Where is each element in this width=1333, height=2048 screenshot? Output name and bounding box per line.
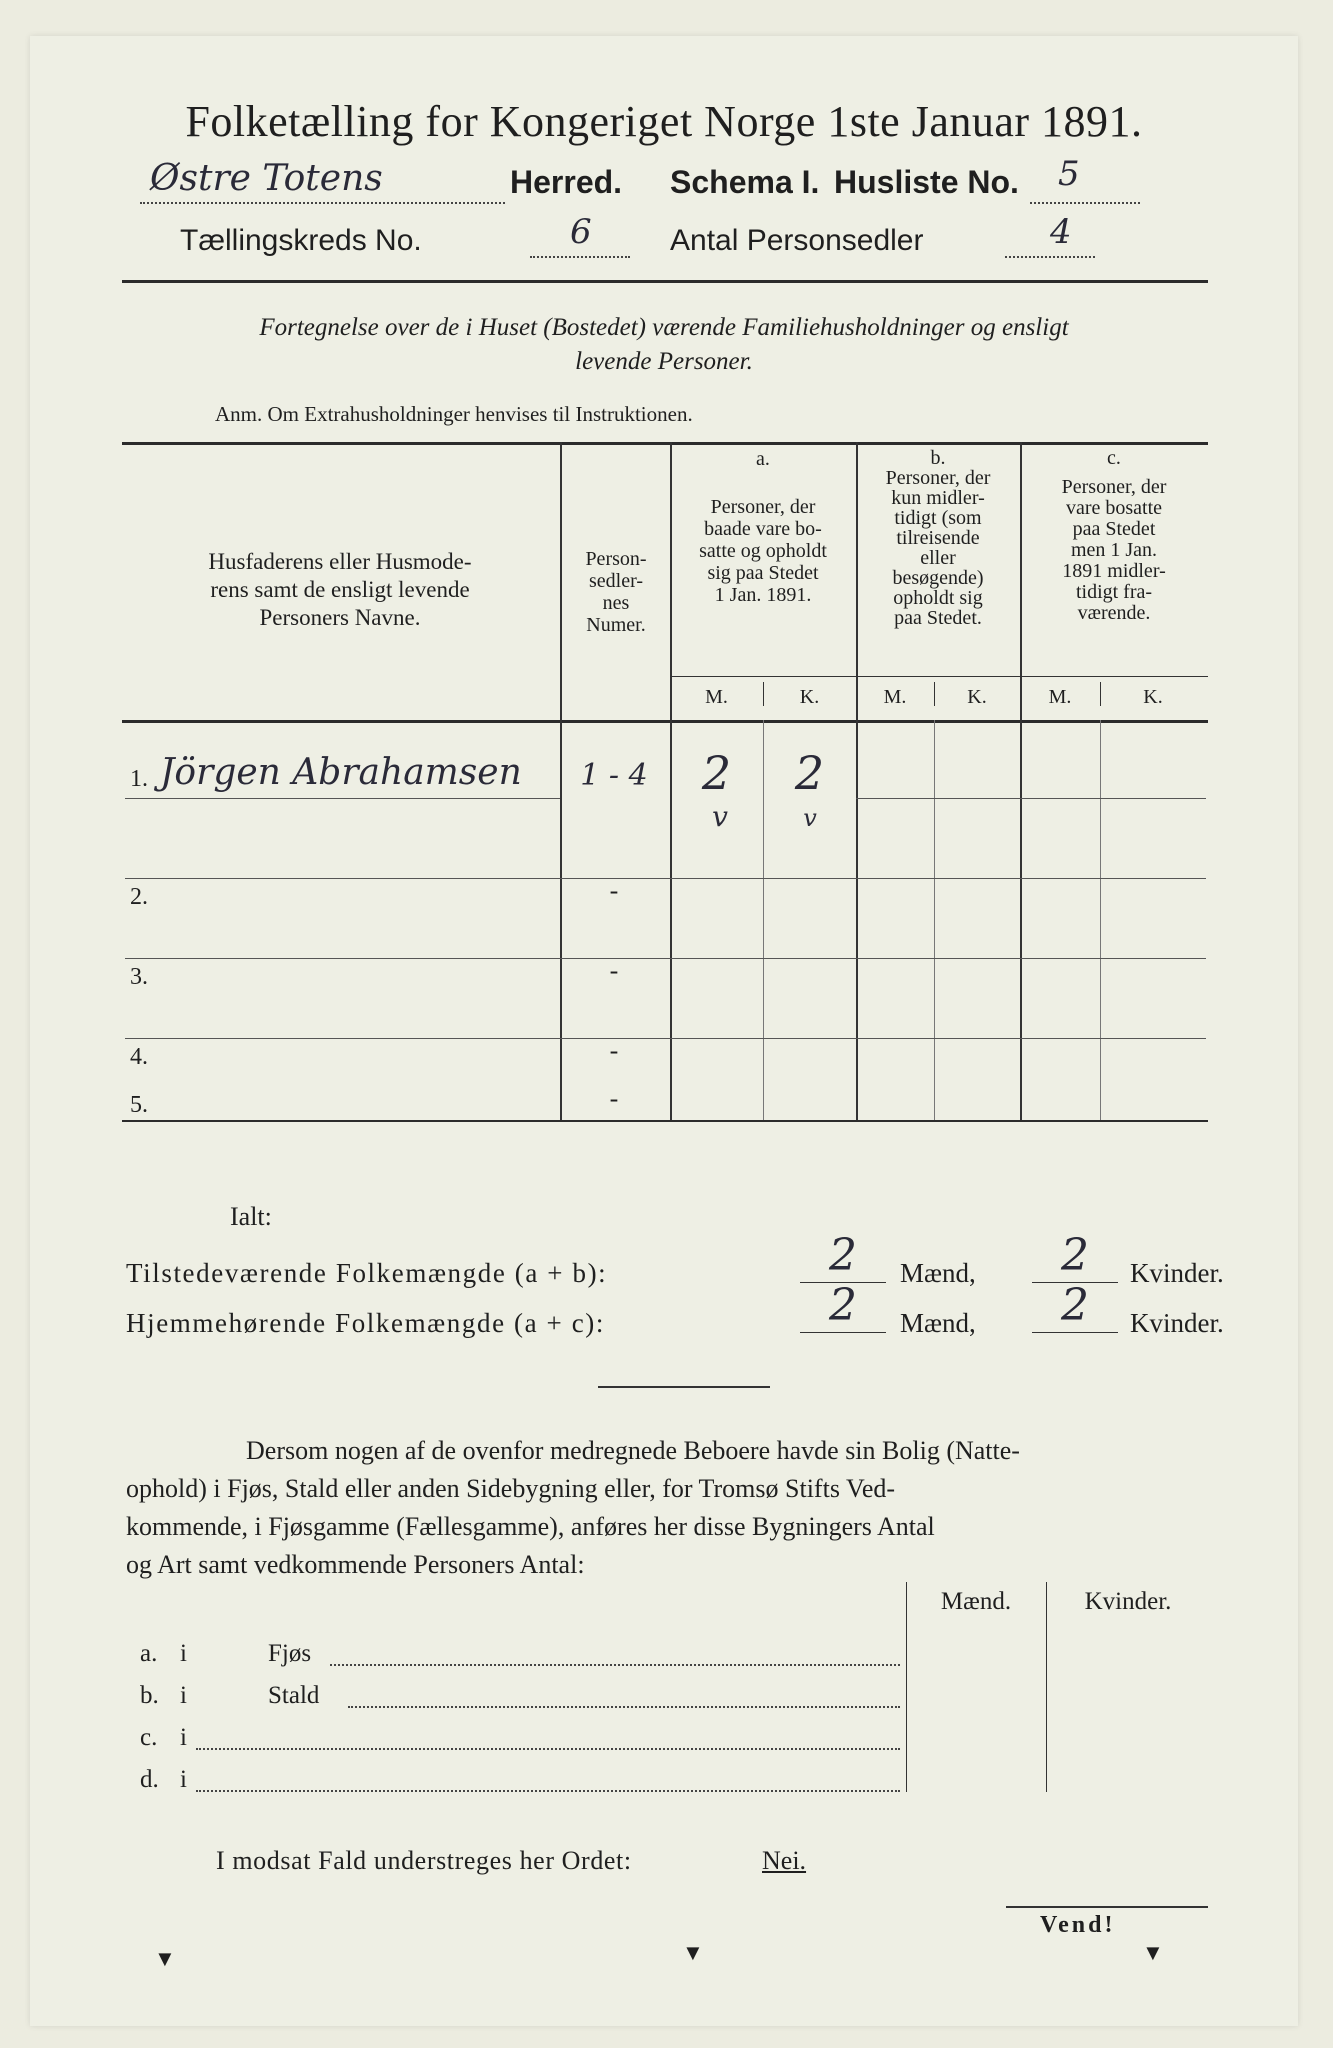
personsedler-label: Antal Personsedler bbox=[670, 224, 924, 257]
row-1-a-m: 2 bbox=[701, 746, 732, 800]
outbuilding-a-prep: i bbox=[180, 1640, 187, 1667]
row-1-check-m: v bbox=[712, 800, 728, 833]
outbuilding-d-letter: d. bbox=[140, 1766, 159, 1793]
tilstede-label: Tilstedeværende Folkemængde (a + b): bbox=[126, 1258, 608, 1288]
col-header-name: Husfaderens eller Husmode- rens samt de ensligt levende Personers Navne. bbox=[208, 549, 472, 630]
kreds-value: 6 bbox=[570, 212, 592, 252]
hjemme-maend-value: 2 bbox=[829, 1280, 857, 1331]
printer-mark-icon: ▼ bbox=[1142, 1940, 1164, 1965]
row-5-number: 5. bbox=[130, 1092, 148, 1118]
hjemme-label: Hjemmehørende Folkemængde (a + c): bbox=[126, 1308, 606, 1338]
col-header-numer: Person- sedler- nes Numer. bbox=[585, 548, 647, 636]
outbuildings-col-kvinder: Kvinder. bbox=[1084, 1588, 1172, 1615]
intro-line-1: Fortegnelse over de i Huset (Bostedet) værende Familiehusholdninger og ensligt bbox=[259, 314, 1069, 341]
ialt-label: Ialt: bbox=[230, 1202, 272, 1231]
census-form-sheet bbox=[30, 36, 1298, 2026]
outbuilding-a-label: Fjøs bbox=[268, 1640, 312, 1667]
sub-header-c-m: M. bbox=[1048, 686, 1072, 708]
tilstede-kvinder-label: Kvinder. bbox=[1130, 1258, 1224, 1288]
printer-mark-icon: ▼ bbox=[682, 1940, 704, 1965]
intro-line-2: levende Personer. bbox=[575, 348, 753, 375]
row-1-number: 1. bbox=[130, 766, 148, 792]
outbuilding-d-prep: i bbox=[180, 1766, 187, 1793]
outbuilding-b-letter: b. bbox=[140, 1682, 159, 1709]
printer-mark-icon: ▼ bbox=[154, 1946, 176, 1971]
sub-header-a-m: M. bbox=[705, 686, 728, 708]
row-3-numer: - bbox=[609, 956, 619, 985]
husliste-label: Husliste No. bbox=[834, 164, 1019, 200]
hjemme-maend-label: Mænd, bbox=[900, 1308, 976, 1338]
row-1-check-k: v bbox=[803, 804, 817, 832]
row-5-numer: - bbox=[609, 1084, 619, 1113]
col-header-b: b. Personer, der kun midler- tidigt (som tilreisende eller besøgende) opholdt sig paa Stedet. bbox=[885, 447, 991, 629]
row-4-numer: - bbox=[609, 1036, 619, 1065]
outbuilding-b-prep: i bbox=[180, 1682, 187, 1709]
herred-value: Østre Totens bbox=[150, 158, 383, 199]
outbuildings-paragraph: Dersom nogen af de ovenfor medregnede Beboere havde sin Bolig (Natte- ophold) i Fjøs, Stald eller anden Sidebygning eller, for Tromsø Stifts Ved- kommende, i Fjøsgamme (Fællesgamme), anføres her disse Bygningers Antal og Art samt vedkommende Personers Antal: bbox=[126, 1436, 1020, 1579]
sub-header-b-m: M. bbox=[883, 686, 907, 708]
row-1-numer: 1 - 4 bbox=[580, 758, 648, 793]
sub-header-c-k: K. bbox=[1143, 686, 1163, 708]
footer-nei-word: Nei. bbox=[762, 1846, 807, 1875]
form-title: Folketælling for Kongeriget Norge 1ste Januar 1891. bbox=[185, 97, 1143, 146]
outbuilding-b-label: Stald bbox=[268, 1682, 320, 1709]
hjemme-kvinder-value: 2 bbox=[1061, 1280, 1089, 1331]
tilstede-kvinder-value: 2 bbox=[1061, 1230, 1089, 1281]
outbuilding-c-letter: c. bbox=[140, 1724, 158, 1751]
tilstede-maend-value: 2 bbox=[829, 1230, 857, 1281]
sub-header-a-k: K. bbox=[799, 686, 820, 708]
row-3-number: 3. bbox=[130, 964, 148, 990]
row-1-a-k: 2 bbox=[794, 746, 825, 800]
outbuildings-col-maend: Mænd. bbox=[940, 1588, 1012, 1615]
footer-instruction: I modsat Fald understreges her Ordet: bbox=[216, 1846, 632, 1875]
outbuilding-a-letter: a. bbox=[140, 1640, 158, 1667]
anm-note: Anm. Om Extrahusholdninger henvises til Instruktionen. bbox=[215, 402, 693, 426]
sub-header-b-k: K. bbox=[967, 686, 987, 708]
personsedler-value: 4 bbox=[1050, 212, 1072, 252]
schema-label: Schema I. bbox=[670, 164, 820, 200]
hjemme-kvinder-label: Kvinder. bbox=[1130, 1308, 1224, 1338]
husliste-value: 5 bbox=[1058, 154, 1080, 194]
row-1-name: Jörgen Abrahamsen bbox=[160, 752, 522, 793]
outbuilding-c-prep: i bbox=[180, 1724, 187, 1751]
kreds-label: Tællingskreds No. bbox=[180, 224, 422, 257]
herred-label: Herred. bbox=[510, 164, 623, 200]
col-header-c: c. Personer, der vare bosatte paa Stedet men 1 Jan. 1891 midler- tidigt fra- værende. bbox=[1061, 447, 1167, 624]
row-2-number: 2. bbox=[130, 884, 148, 910]
row-2-numer: - bbox=[609, 876, 619, 905]
row-4-number: 4. bbox=[130, 1044, 148, 1070]
col-header-a: a. Personer, der baade vare bo- satte og opholdt sig paa Stedet 1 Jan. 1891. bbox=[699, 448, 827, 606]
tilstede-maend-label: Mænd, bbox=[900, 1258, 976, 1288]
vend-label: Vend! bbox=[1040, 1912, 1116, 1938]
section-divider bbox=[598, 1386, 770, 1388]
